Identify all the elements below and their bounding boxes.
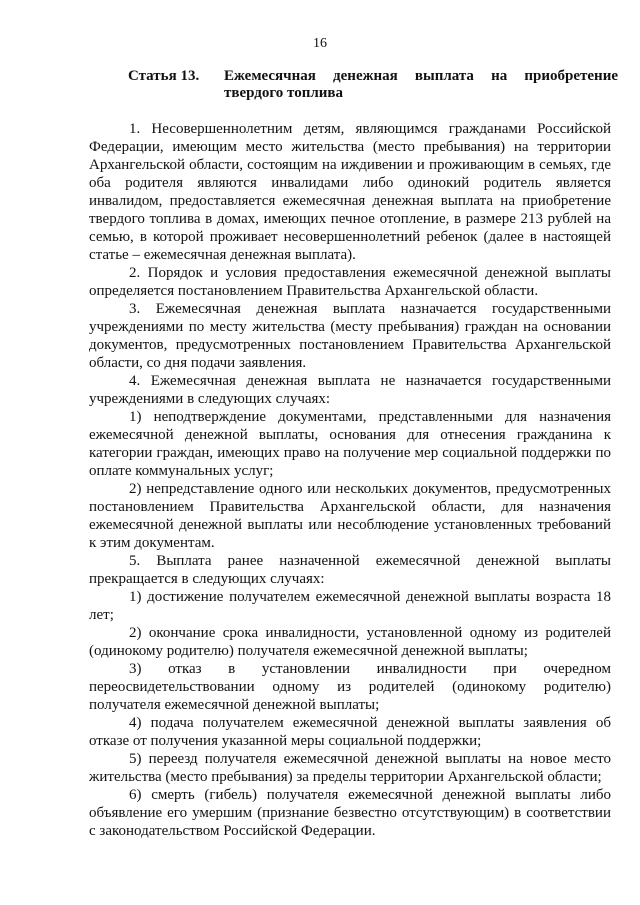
- paragraph-4: 4. Ежемесячная денежная выплата не назначается государственными учреждениями в следующих случаях:: [89, 373, 611, 407]
- article-body: [89, 120, 611, 840]
- page-number: 16: [313, 36, 327, 51]
- paragraph-4-item-2: 2) непредставление одного или нескольких документов, предусмотренных постановлением Правительства Архангельской области, для назначения ежемесячной денежной выплаты или несоблюдение установленных требований к этим документам.: [89, 481, 611, 551]
- paragraph-4-item-1: 1) неподтверждение документами, представленными для назначения ежемесячной денежной выплаты, основания для отнесения гражданина к категории граждан, имеющих право на получение мер социальной поддержки по оплате коммунальных услуг;: [89, 409, 611, 479]
- paragraph-5-item-4: 4) подача получателем ежемесячной денежной выплаты заявления об отказе от получения указанной меры социальной поддержки;: [89, 715, 611, 749]
- paragraph-2: 2. Порядок и условия предоставления ежемесячной денежной выплаты определяется постановлением Правительства Архангельской области.: [89, 265, 611, 299]
- article-number: Статья 13.: [128, 68, 200, 84]
- article-heading: [128, 68, 618, 102]
- article-title: Ежемесячная денежная выплата на приобретение твердого топлива: [224, 68, 618, 101]
- paragraph-3: 3. Ежемесячная денежная выплата назначается государственными учреждениями по месту жительства (месту пребывания) граждан на основании документов, предусмотренных постановлением Правительства Архангельской области, со дня подачи заявления.: [89, 301, 611, 371]
- paragraph-5: 5. Выплата ранее назначенной ежемесячной денежной выплаты прекращается в следующих случаях:: [89, 553, 611, 587]
- paragraph-5-item-2: 2) окончание срока инвалидности, установленной одному из родителей (одинокому родителю) получателя ежемесячной денежной выплаты;: [89, 625, 611, 659]
- paragraph-5-item-1: 1) достижение получателем ежемесячной денежной выплаты возраста 18 лет;: [89, 589, 611, 623]
- paragraph-1: 1. Несовершеннолетним детям, являющимся гражданами Российской Федерации, имеющим место жительства (место пребывания) на территории Архангельской области, состоящим на иждивении и проживающим в семьях, где оба родителя являются инвалидами либо одинокий родитель является инвалидом, предоставляется ежемесячная денежная выплата на приобретение твердого топлива в домах, имеющих печное отопление, в размере 213 рублей на семью, в которой проживает несовершеннолетний ребенок (далее в настоящей статье – ежемесячная денежная выплата).: [89, 121, 611, 263]
- paragraph-5-item-3: 3) отказ в установлении инвалидности при очередном переосвидетельствовании одному из родителей (одинокому родителю) получателя ежемесячной денежной выплаты;: [89, 661, 611, 713]
- paragraph-5-item-5: 5) переезд получателя ежемесячной денежной выплаты на новое место жительства (место пребывания) за пределы территории Архангельской области;: [89, 751, 611, 785]
- paragraph-5-item-6: 6) смерть (гибель) получателя ежемесячной денежной выплаты либо объявление его умершим (признание безвестно отсутствующим) в соответствии с законодательством Российской Федерации.: [89, 787, 611, 839]
